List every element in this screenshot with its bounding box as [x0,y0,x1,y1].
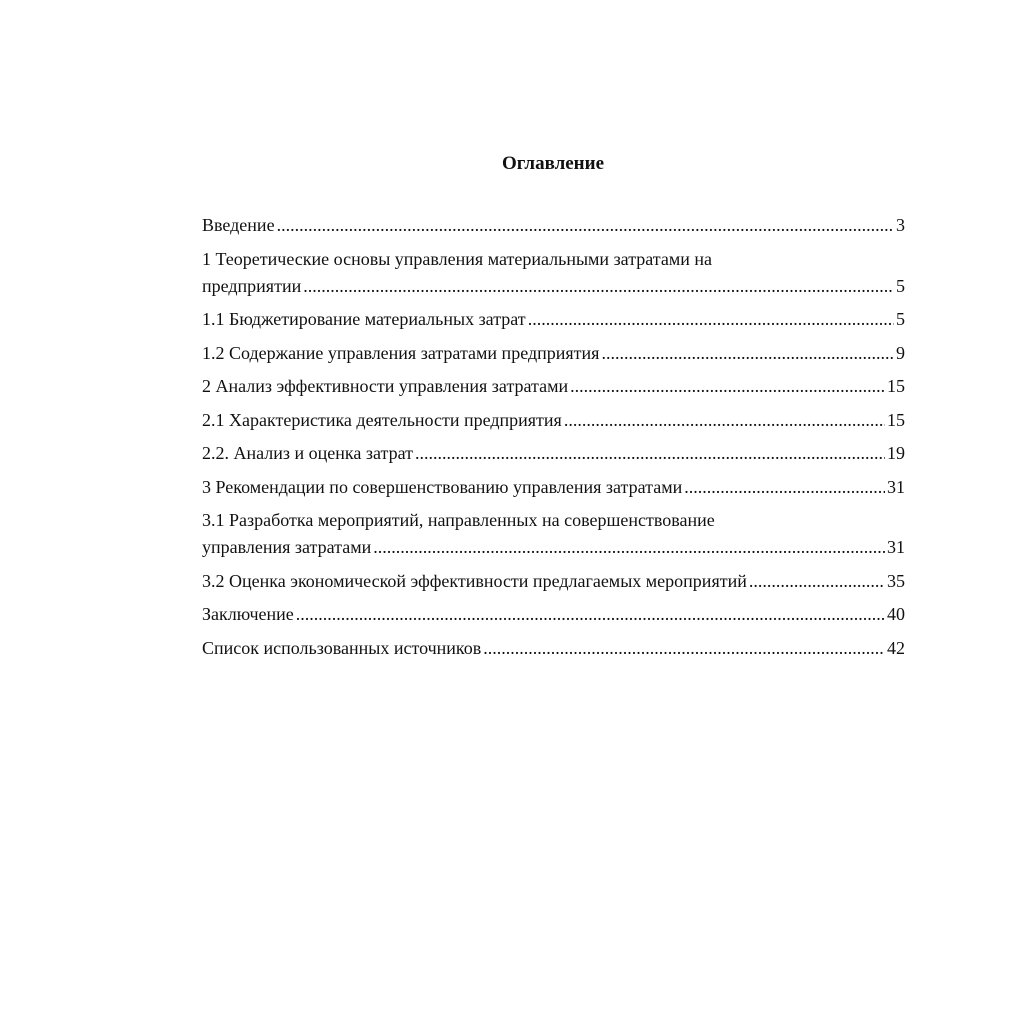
toc-entry-text: Введение [202,212,275,239]
toc-entry-text: Заключение [202,601,294,628]
toc-entry-line [202,273,905,300]
toc-dot-leader [415,440,885,467]
toc-dot-leader [684,474,885,501]
toc-page-number: 15 [887,376,905,396]
toc-dot-leader [277,212,894,239]
toc-title: Оглавление [501,153,605,174]
toc-page-number: 42 [887,637,905,658]
toc-page-number: 5 [896,275,905,296]
toc-page-number: 15 [887,409,905,430]
toc-dot-leader [601,340,894,367]
toc-entry-line [202,373,905,400]
toc-entry-text: предприятии [202,273,301,300]
toc-entry-text: 1.1 Бюджетирование материальных затрат [202,306,526,333]
toc-entry-section-3-1[interactable] [202,507,905,561]
toc-page-number: 31 [887,476,905,497]
toc-page-number: 40 [887,604,905,624]
toc-entry-line [202,568,905,595]
toc-entry-section-1-1[interactable] [202,306,905,333]
toc-entry-section-1-2[interactable] [202,340,905,367]
toc-page-number: 19 [887,443,905,463]
toc-dot-leader [749,568,885,595]
toc-entry-section-2-2[interactable] [202,440,905,467]
toc-entry-text: 1.2 Содержание управления затратами предприятия [202,340,599,367]
toc-entry-introduction[interactable] [202,212,905,239]
toc-entry-section-3-2[interactable] [202,568,905,595]
toc-entry-line [202,635,905,662]
toc-entry-chapter-3[interactable] [202,474,905,501]
toc-entry-text: 2.1 Характеристика деятельности предприятия [202,407,562,434]
toc-entry-line [202,534,905,561]
toc-entry-text: 2 Анализ эффективности управления затратами [202,373,568,400]
toc-entry-line [202,474,905,501]
toc-entry-line [202,340,905,367]
toc-entry-text: Список использованных источников [202,635,481,662]
toc-entry-text: 3.2 Оценка экономической эффективности предлагаемых мероприятий [202,568,747,595]
toc-page-number: 35 [887,570,905,591]
toc-entry-chapter-1[interactable] [202,246,905,300]
toc-page-number: 5 [896,309,905,329]
table-of-contents [202,212,905,668]
toc-entry-line [202,601,905,628]
toc-dot-leader [528,306,894,333]
toc-dot-leader [483,635,885,662]
toc-dot-leader [570,373,885,400]
toc-dot-leader [296,601,885,628]
toc-entry-line [202,407,905,434]
toc-page-number: 31 [887,537,905,557]
toc-entry-chapter-2[interactable] [202,373,905,400]
toc-entry-text-line1: 3.1 Разработка мероприятий, направленных на совершенствование [202,510,715,530]
toc-entry-line [202,306,905,333]
toc-page-number: 9 [896,342,905,363]
toc-entry-line [202,212,905,239]
toc-entry-text: управления затратами [202,534,371,561]
toc-entry-references[interactable] [202,635,905,662]
toc-entry-text-line1: 1 Теоретические основы управления материальными затратами на [202,248,713,269]
toc-entry-text: 2.2. Анализ и оценка затрат [202,440,413,467]
toc-entry-line [202,440,905,467]
toc-entry-conclusion[interactable] [202,601,905,628]
toc-dot-leader [373,534,885,561]
toc-entry-section-2-1[interactable] [202,407,905,434]
toc-dot-leader [564,407,885,434]
toc-dot-leader [303,273,894,300]
toc-entry-text: 3 Рекомендации по совершенствованию управления затратами [202,474,682,501]
toc-page-number: 3 [896,215,905,235]
